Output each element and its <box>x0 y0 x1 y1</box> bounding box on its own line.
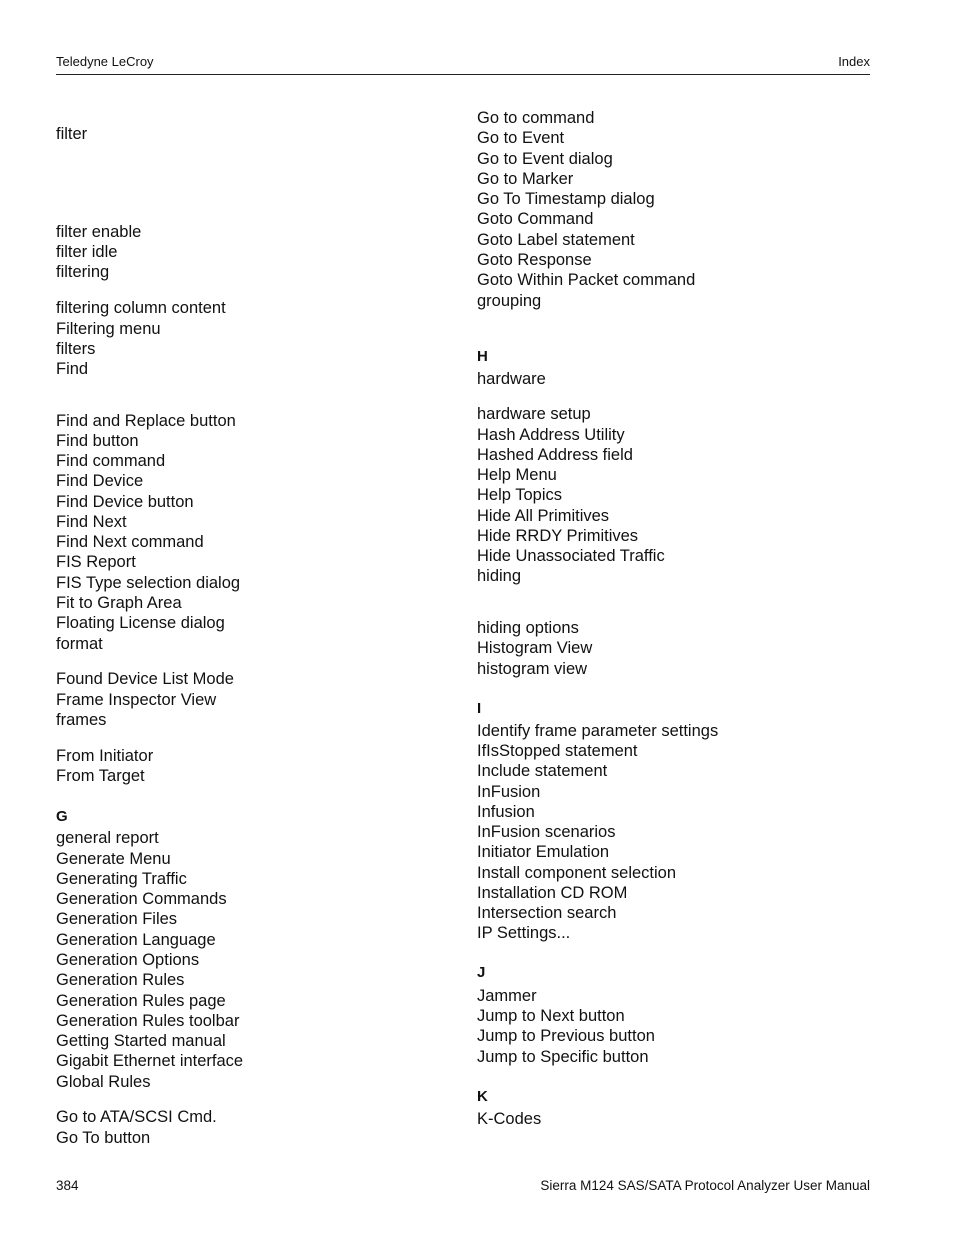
index-entry[interactable]: Hide Unassociated Traffic <box>477 547 665 565</box>
index-entry[interactable]: hiding options <box>477 619 579 637</box>
index-entry[interactable]: Help Menu <box>477 466 557 484</box>
index-entry[interactable]: IfIsStopped statement <box>477 742 638 760</box>
index-entry[interactable]: Jump to Specific button <box>477 1048 649 1066</box>
index-entry[interactable]: format <box>56 635 103 653</box>
index-entry[interactable]: Histogram View <box>477 639 593 657</box>
index-entry[interactable]: Jump to Next button <box>477 1007 625 1025</box>
index-entry[interactable]: From Initiator <box>56 747 154 765</box>
index-entry[interactable]: filter <box>56 125 88 143</box>
index-entry[interactable]: hiding <box>477 567 522 585</box>
index-entry[interactable]: Hide RRDY Primitives <box>477 527 639 545</box>
index-entry[interactable]: Find and Replace button <box>56 412 236 430</box>
index-entry[interactable]: Find command <box>56 452 166 470</box>
index-entry[interactable]: Fit to Graph Area <box>56 594 182 612</box>
index-entry[interactable]: InFusion scenarios <box>477 823 616 841</box>
index-entry[interactable]: Go to Event <box>477 129 565 147</box>
index-entry[interactable]: Filtering menu <box>56 320 161 338</box>
index-entry[interactable]: histogram view <box>477 660 588 678</box>
index-entry[interactable]: grouping <box>477 292 542 310</box>
index-entry[interactable]: filters <box>56 340 96 358</box>
index-entry[interactable]: Goto Label statement <box>477 231 635 249</box>
index-entry[interactable]: Goto Command <box>477 210 594 228</box>
footer-manual-title: Sierra M124 SAS/SATA Protocol Analyzer User Manual <box>540 1178 870 1193</box>
index-entry[interactable]: Generation Rules page <box>56 992 226 1010</box>
index-entry[interactable]: Go To button <box>56 1129 151 1147</box>
index-entry[interactable]: Go to Event dialog <box>477 150 613 168</box>
index-letter-heading: K <box>477 1088 488 1105</box>
index-entry[interactable]: Find Next <box>56 513 127 531</box>
index-entry[interactable]: Identify frame parameter settings <box>477 722 719 740</box>
page-number: 384 <box>56 1178 79 1193</box>
index-entry[interactable]: filter enable <box>56 223 142 241</box>
index-entry[interactable]: Jammer <box>477 987 537 1005</box>
index-entry[interactable]: Gigabit Ethernet interface <box>56 1052 244 1070</box>
index-entry[interactable]: Generation Commands <box>56 890 227 908</box>
index-entry[interactable]: Generation Rules toolbar <box>56 1012 240 1030</box>
index-letter-heading: J <box>477 964 486 981</box>
index-entry[interactable]: From Target <box>56 767 145 785</box>
index-entry[interactable]: FIS Report <box>56 553 136 571</box>
index-entry[interactable]: Global Rules <box>56 1073 151 1091</box>
index-entry[interactable]: FIS Type selection dialog <box>56 574 241 592</box>
running-header-section: Index <box>838 54 870 69</box>
index-entry[interactable]: Find Device <box>56 472 144 490</box>
index-entry[interactable]: Jump to Previous button <box>477 1027 655 1045</box>
index-letter-heading: H <box>477 348 488 365</box>
index-entry[interactable]: Go to command <box>477 109 595 127</box>
running-header-company: Teledyne LeCroy <box>56 54 154 69</box>
index-letter-heading: G <box>56 808 68 825</box>
index-entry[interactable]: Generation Language <box>56 931 216 949</box>
index-entry[interactable]: K-Codes <box>477 1110 542 1128</box>
index-entry[interactable]: Frame Inspector View <box>56 691 217 709</box>
index-entry[interactable]: Find Device button <box>56 493 194 511</box>
index-entry[interactable]: hardware <box>477 370 546 388</box>
index-entry[interactable]: Intersection search <box>477 904 617 922</box>
index-entry[interactable]: Goto Within Packet command <box>477 271 696 289</box>
index-entry[interactable]: Find <box>56 360 89 378</box>
index-entry[interactable]: Hashed Address field <box>477 446 633 464</box>
index-entry[interactable]: Find Next command <box>56 533 204 551</box>
index-entry[interactable]: Generation Rules <box>56 971 185 989</box>
index-entry[interactable]: Generating Traffic <box>56 870 187 888</box>
index-entry[interactable]: Hide All Primitives <box>477 507 610 525</box>
index-entry[interactable]: Installation CD ROM <box>477 884 628 902</box>
index-entry[interactable]: Generation Files <box>56 910 178 928</box>
index-entry[interactable]: Include statement <box>477 762 608 780</box>
header-rule <box>56 74 870 75</box>
index-entry[interactable]: general report <box>56 829 159 847</box>
index-entry[interactable]: Go To Timestamp dialog <box>477 190 655 208</box>
index-entry[interactable]: Initiator Emulation <box>477 843 610 861</box>
index-entry[interactable]: filtering <box>56 263 110 281</box>
index-letter-heading: I <box>477 700 482 717</box>
index-entry[interactable]: filter idle <box>56 243 118 261</box>
index-entry[interactable]: filtering column content <box>56 299 226 317</box>
index-entry[interactable]: Generation Options <box>56 951 200 969</box>
index-entry[interactable]: Floating License dialog <box>56 614 225 632</box>
index-entry[interactable]: Help Topics <box>477 486 562 504</box>
index-entry[interactable]: Go to ATA/SCSI Cmd. <box>56 1108 217 1126</box>
index-entry[interactable]: Go to Marker <box>477 170 574 188</box>
index-entry[interactable]: Goto Response <box>477 251 592 269</box>
index-entry[interactable]: hardware setup <box>477 405 591 423</box>
index-entry[interactable]: Generate Menu <box>56 850 171 868</box>
index-entry[interactable]: Hash Address Utility <box>477 426 625 444</box>
index-entry[interactable]: Found Device List Mode <box>56 670 234 688</box>
index-entry[interactable]: IP Settings... <box>477 924 571 942</box>
index-entry[interactable]: InFusion <box>477 783 541 801</box>
index-entry[interactable]: Infusion <box>477 803 535 821</box>
index-entry[interactable]: frames <box>56 711 107 729</box>
index-entry[interactable]: Getting Started manual <box>56 1032 226 1050</box>
index-entry[interactable]: Find button <box>56 432 139 450</box>
index-entry[interactable]: Install component selection <box>477 864 677 882</box>
